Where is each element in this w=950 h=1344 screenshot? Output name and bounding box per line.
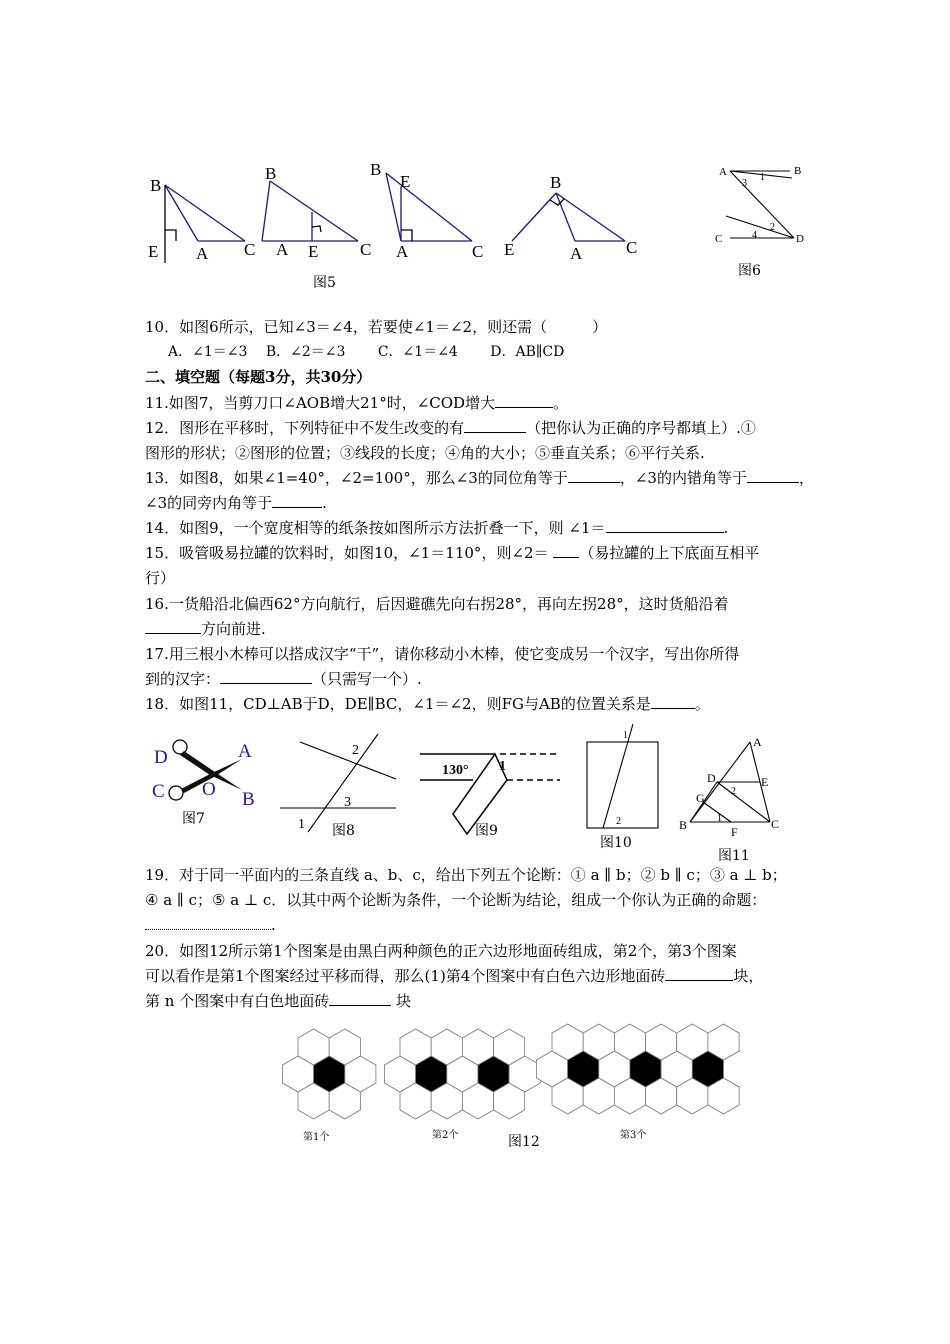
fig8-label-3: 3 [344,795,351,810]
q10-options: A．∠1＝∠3 B．∠2＝∠3 C．∠1＝∠4 D．AB∥CD [168,344,565,360]
fig6-label-a: A [719,166,727,178]
fig8-label-1: 1 [298,817,305,832]
q16-answer-blank[interactable] [145,619,201,634]
fig12-sub-3: 第3个 [620,1130,647,1141]
q14-text: 14．如图9，一个宽度相等的纸条按如图所示方法折叠一下，则 [145,519,564,537]
q14-post: . [723,519,729,537]
q15-post: （易拉罐的上下底面互相平 [579,544,760,562]
fig6-label-1: 1 [760,172,765,183]
fig6-label-4: 4 [752,230,757,241]
fig5-caption: 图5 [313,275,336,291]
q13-text-b: ，∠3的内错角等于 [619,469,747,487]
fig5-label-b1: B [150,176,162,195]
fig11-label-e: E [761,775,769,789]
q12-line1 [145,418,756,438]
fig5-label-c3: C [472,242,484,261]
q20-text-3: 第 n 个图案中有白色地面砖 [145,992,330,1010]
q13-blank-2[interactable] [747,468,799,483]
fig7-label-d: D [154,747,168,768]
fig8-caption: 图8 [332,823,355,839]
fig5-label-a1: A [196,244,209,263]
fig7-label-a: A [238,741,252,762]
fig5-label-e4: E [504,240,515,259]
q11-post: 。 [553,394,569,412]
q13-line1 [145,468,814,488]
figure-5 [140,155,660,270]
fig11-label-d: D [707,771,716,785]
fig7-caption: 图7 [182,811,205,827]
q20-blank-2[interactable] [329,991,391,1006]
q12-line2: 图形的形状；②图形的位置；③线段的长度；④角的大小；⑤垂直关系；⑥平行关系. [145,444,705,462]
q11-answer-blank[interactable] [495,393,553,408]
fig10-label-1: 1 [623,730,628,741]
q17-line1: 17.用三根小木棒可以搭成汉字“干”，请你移动小木棒，使它变成另一个汉字，写出你所得 [145,645,740,663]
q15-mid: ，则 [481,544,512,562]
fig10-caption: 图10 [600,835,632,851]
q15-ask: ∠2＝ [511,544,549,562]
fig5-label-a2: A [276,240,289,259]
q14 [145,518,728,538]
fig8-label-2: 2 [352,743,359,758]
q20-text-3-post: 块 [391,992,411,1010]
q20-line2 [145,966,763,986]
figure-6 [712,158,812,248]
fig9-label-130: 130° [442,763,469,778]
fig11-label-2: 2 [731,786,736,797]
q14-angle: ∠1＝ [568,519,606,537]
fig7-label-o: O [202,779,216,800]
q19-answer-blank[interactable] [145,915,271,930]
fig5-label-e3: E [400,172,411,191]
figure-12 [270,1020,740,1145]
q16-line2 [145,619,266,639]
fig7-label-c: C [152,781,165,802]
q13-text-e: . [322,494,327,512]
q13-blank-3[interactable] [272,493,322,508]
q16-line1: 16.一货船沿北偏西62°方向航行，后因避礁先向右拐28°，再向左拐28°，这时货船沿着 [145,595,729,613]
q17-post: （只需写一个）. [312,670,422,688]
fig11-label-f: F [731,825,738,839]
fig11-caption: 图11 [718,848,750,864]
q16-post: 方向前进. [201,620,266,638]
fig11-label-a: A [753,735,762,749]
fig12-caption: 图12 [508,1134,540,1150]
q12-text-post: （把你认为正确的序号都填上）.① [526,419,756,437]
q14-answer-blank[interactable] [606,518,724,533]
fig6-label-d: D [796,233,804,245]
q20-text: 可以看作是第1个图案经过平移而得，那么(1)第4个图案中有白色六边形地面砖 [145,967,666,985]
fig5-label-b4: B [550,173,562,192]
fig6-caption: 图6 [738,263,761,279]
q13-blank-1[interactable] [568,468,620,483]
fig5-label-e2: E [308,242,319,261]
q19-line2: ④ a ∥ c；⑤ a ⊥ c．以其中两个论断为条件，一个论断为结论，组成一个你认为正确的命题： [145,891,767,909]
fig6-label-2: 2 [770,222,775,233]
figure-7 [150,735,265,810]
section-2-heading: 二、填空题（每题3分，共30分） [145,368,372,386]
fig7-label-b: B [242,789,255,810]
q17-answer-blank[interactable] [220,669,312,684]
q15-line1 [145,543,759,563]
fig9-label-1: 1 [499,759,506,774]
q20-line1: 20．如图12所示第1个图案是由黑白两种颜色的正六边形地面砖组成，第2个，第3个图案 [145,942,737,960]
fig5-label-a3: A [396,242,409,261]
q10-text: 10．如图6所示，已知∠3＝∠4，若要使∠1＝∠2，则还需（ ） [145,318,608,336]
fig12-sub-1: 第1个 [303,1132,330,1143]
q17-line2 [145,669,422,689]
q15-text: 15．吸管吸易拉罐的饮料时，如图10， [145,544,409,562]
q13-line2 [145,493,327,513]
q15-answer-blank[interactable] [553,543,579,558]
fig5-label-b3: B [370,160,382,179]
fig6-label-3: 3 [742,178,747,189]
q18-answer-blank[interactable] [651,694,695,709]
fig10-label-2: 2 [616,816,621,827]
q20-blank-1[interactable] [665,966,733,981]
fig11-label-c: C [771,817,780,831]
q13-text-a: 13．如图8，如果∠1=40°，∠2=100°，那么∠3的同位角等于 [145,469,568,487]
fig5-label-c4: C [626,238,638,257]
q20-line3 [145,991,411,1011]
fig11-label-1: 1 [717,813,722,824]
fig6-label-b: B [794,165,802,177]
q19-line1: 19．对于同一平面内的三条直线 a、b、c，给出下列五个论断：① a ∥ b；② b ∥ c；③ a ⊥ b； [145,866,787,884]
fig5-label-e1: E [148,242,159,261]
q18-post: 。 [694,695,710,713]
fig5-label-c1: C [244,240,256,259]
q13-text-d: ∠3的同旁内角等于 [145,494,273,512]
q13-text-c: ， [798,469,814,487]
figure-11 [675,734,790,844]
q11 [145,393,568,413]
q17-text: 到的汉字： [145,670,221,688]
fig12-sub-2: 第2个 [432,1130,459,1141]
figure-10 [585,722,665,832]
fig5-label-c2: C [360,240,372,259]
scissor-handle-bottom-icon [169,786,183,800]
q15-line2: 行） [145,569,176,587]
fig9-caption: 图9 [475,823,498,839]
q18 [145,694,710,714]
q12-answer-blank[interactable] [464,418,526,433]
q12-text: 12．图形在平移时，下列特征中不发生改变的有 [145,419,465,437]
q15-given: ∠1＝110° [408,544,482,562]
q11-text: 11.如图7，当剪刀口∠AOB增大21°时，∠COD增大 [145,394,496,412]
q18-text: 18．如图11，CD⊥AB于D，DE∥BC，∠1＝∠2，则FG与AB的位置关系是 [145,695,651,713]
fig6-label-c: C [715,233,723,245]
q19-post: . [271,916,276,934]
q20-text-post: 块， [733,967,764,985]
q19-line3 [145,915,276,935]
fig5-label-b2: B [265,164,277,183]
fig11-label-b: B [679,818,688,832]
fig11-label-g: G [696,791,705,805]
fig5-label-a4: A [570,244,583,263]
